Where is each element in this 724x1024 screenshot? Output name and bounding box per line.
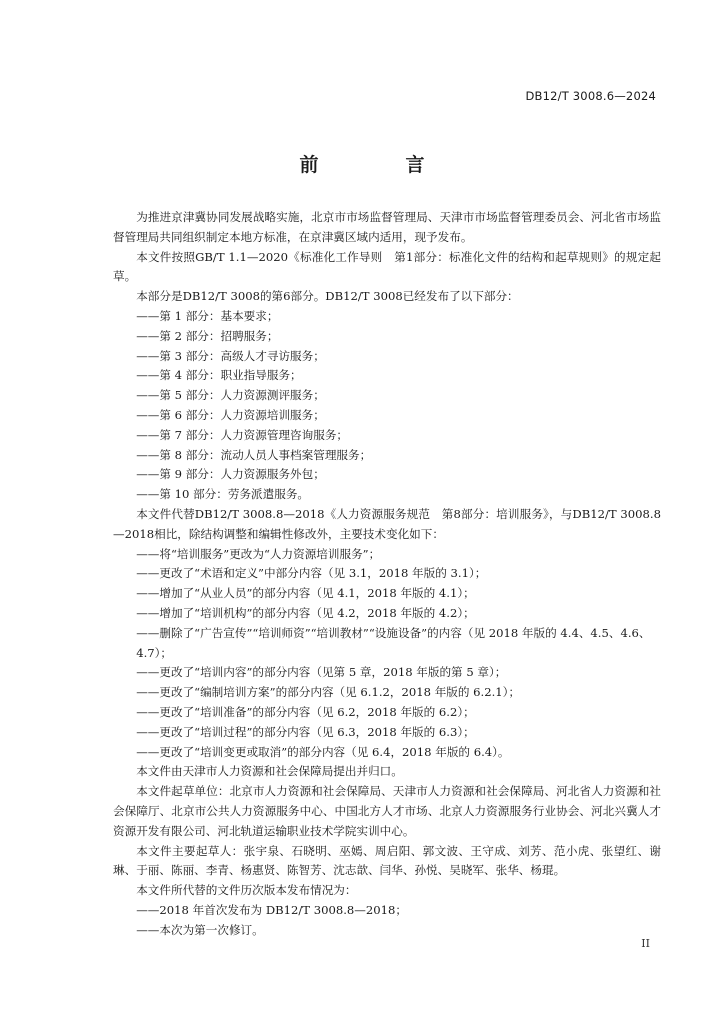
drafting-rules-paragraph: 本文件按照GB/T 1.1—2020《标准化工作导则 第1部分：标准化文件的结构和起草规则》的规定起草。: [113, 249, 661, 284]
list-item: ——第 5 部分：人力资源测评服务；: [136, 388, 325, 403]
list-item: ——增加了“培训机构”的部分内容（见 4.2，2018 年版的 4.2）；: [136, 605, 475, 620]
list-item: ——第 10 部分：劳务派遣服务。: [136, 487, 310, 502]
list-item: ——第 9 部分：人力资源服务外包；: [136, 467, 325, 482]
page-number: II: [641, 937, 650, 950]
list-item: ——第 4 部分：职业指导服务；: [136, 368, 302, 383]
parts-list: [113, 307, 661, 505]
drafting-units-paragraph: 本文件起草单位：北京市人力资源和社会保障局、天津市人力资源和社会保障局、河北省人力资源和社会保障厅、北京市公共人力资源服务中心、中国北方人才市场、北京人力资源服务行业协会、河北兴冀人才资源开发有限公司、河北轨道运输职业技术学院实训中心。: [113, 784, 661, 838]
list-item: ——第 8 部分：流动人员人事档案管理服务；: [136, 447, 372, 462]
list-item: ——本次为第一次修订。: [136, 922, 264, 937]
changes-list: [113, 545, 661, 763]
list-item: ——增加了“从业人员”的部分内容（见 4.1，2018 年版的 4.1）；: [136, 586, 475, 601]
list-item: ——第 7 部分：人力资源管理咨询服务；: [136, 427, 349, 442]
list-item: ——更改了“培训内容”的部分内容（见第 5 章，2018 年版的第 5 章）；: [136, 665, 507, 680]
history-intro-paragraph: 本文件所代替的文件历次版本发布情况为：: [136, 883, 357, 898]
replacement-paragraph: 本文件代替DB12/T 3008.8—2018《人力资源服务规范 第8部分：培训服务》，与DB12/T 3008.8—2018相比，除结构调整和编辑性修改外，主要技术变化如下：: [113, 506, 661, 541]
proposer-paragraph: 本文件由天津市人力资源和社会保障局提出并归口。: [136, 764, 403, 779]
list-item: ——2018 年首次发布为 DB12/T 3008.8—2018；: [136, 902, 407, 917]
list-item: ——更改了“培训过程”的部分内容（见 6.3，2018 年版的 6.3）；: [136, 724, 475, 739]
drafters-paragraph: 本文件主要起草人：张宇泉、石晓明、巫嫣、周启阳、郭文波、王守成、刘芳、范小虎、张望红、谢琳、于丽、陈丽、李青、杨惠贤、陈智芳、沈志歆、闫华、孙悦、吴晓军、张华、杨琨。: [113, 843, 661, 878]
list-item: ——第 1 部分：基本要求；: [136, 308, 279, 323]
intro-paragraph: 为推进京津冀协同发展战略实施，北京市市场监督管理局、天津市市场监督管理委员会、河北省市场监督管理局共同组织制定本地方标准，在京津冀区域内适用，现予发布。: [113, 210, 661, 244]
list-item: ——更改了“术语和定义”中部分内容（见 3.1，2018 年版的 3.1）；: [136, 566, 487, 581]
document-code: DB12/T 3008.6—2024: [525, 89, 656, 103]
list-item: ——删除了“广告宣传”“培训师资”“培训教材”“设施设备”的内容（见 2018 年版的 4.4、4.5、4.6、4.7）；: [136, 625, 651, 660]
history-list: [113, 901, 661, 941]
parts-intro-paragraph: 本部分是DB12/T 3008的第6部分。DB12/T 3008已经发布了以下部分：: [136, 289, 519, 304]
list-item: ——第 2 部分：招聘服务；: [136, 328, 279, 343]
page-title: 前 言: [299, 154, 459, 176]
list-item: ——更改了“培训准备”的部分内容（见 6.2，2018 年版的 6.2）；: [136, 704, 475, 719]
foreword-body: [113, 208, 661, 940]
list-item: ——第 6 部分：人力资源培训服务；: [136, 407, 325, 422]
list-item: ——更改了“编制培训方案”的部分内容（见 6.1.2，2018 年版的 6.2.1）；: [136, 685, 521, 700]
list-item: ——第 3 部分：高级人才寻访服务；: [136, 348, 325, 363]
list-item: ——更改了“培训变更或取消”的部分内容（见 6.4，2018 年版的 6.4）。: [136, 744, 510, 759]
list-item: ——将“培训服务”更改为“人力资源培训服务”；: [136, 546, 381, 561]
